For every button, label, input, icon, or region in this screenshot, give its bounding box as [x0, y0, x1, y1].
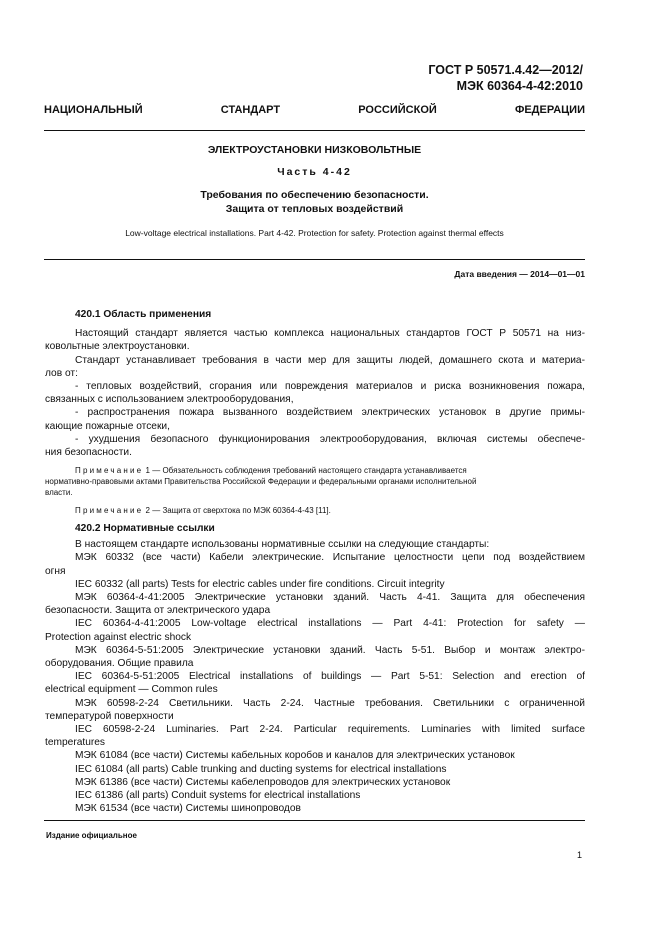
reference-line: температурой поверхности: [45, 710, 174, 722]
standard-code-line1: ГОСТ Р 50571.4.42—2012/: [428, 63, 583, 77]
subtitle-line: Требования по обеспечению безопасности.: [200, 189, 429, 201]
reference-line: temperatures: [45, 737, 106, 749]
reference-line: IEC 60598-2-24 Luminaries. Part 2-24. Particular requirements. Luminaries with limited surface: [75, 724, 585, 736]
paragraph-line: Настоящий стандарт является частью комплекса национальных стандартов ГОСТ Р 50571 на низ-: [75, 328, 585, 340]
banner-word: ФЕДЕРАЦИИ: [514, 104, 585, 116]
page-number: 1: [577, 850, 583, 860]
document-subtitle: [44, 188, 585, 216]
reference-line: МЭК 61084 (все части) Системы кабельных коробов и каналов для электрических установок: [75, 750, 515, 762]
edition-label: Издание официальное: [46, 831, 137, 840]
reference-line: МЭК 61386 (все части) Системы кабелепроводов для электрических установок: [75, 776, 451, 788]
reference-line: оборудования. Общие правила: [45, 658, 194, 670]
reference-line: огня: [45, 565, 66, 577]
section-scope: [45, 308, 585, 516]
introduction-date: Дата введения — 2014—01—01: [454, 269, 585, 279]
banner-word: СТАНДАРТ: [220, 104, 281, 116]
note-1: [75, 465, 585, 476]
paragraph-line: лов от:: [45, 367, 78, 379]
title-divider: [44, 259, 585, 260]
bullet-line: - тепловых воздействий, сгорания или повреждения материалов и риска возникновения пожара,: [75, 381, 585, 393]
paragraph-line: Стандарт устанавливает требования в части мер для защиты людей, домашнего скота и материа-: [75, 354, 585, 366]
bullet-line: связанных с использованием электрооборудования,: [45, 394, 294, 406]
reference-line: МЭК 60364-5-51:2005 Электрические установки зданий. Часть 5-51. Выбор и монтаж электро-: [75, 644, 585, 656]
subtitle-line: Защита от тепловых воздействий: [225, 203, 404, 215]
reference-line: IEC 60364-4-41:2005 Low-voltage electrical installations — Part 4-41: Protection for safety —: [75, 618, 585, 630]
national-standard-banner: [44, 104, 585, 116]
reference-line: IEC 61084 (all parts) Cable trunking and ducting systems for electrical installations: [75, 763, 447, 775]
note-text: 2 — Защита от сверхтока по МЭК 60364-4-43 [11].: [145, 506, 331, 516]
reference-line: безопасности. Защита от электрического удара: [45, 605, 271, 617]
footer-divider: [44, 820, 585, 821]
note-text: власти.: [45, 488, 73, 498]
banner-word: НАЦИОНАЛЬНЫЙ: [44, 104, 143, 116]
reference-line: IEC 61386 (all parts) Conduit systems for electrical installations: [75, 790, 361, 802]
reference-line: МЭК 60598-2-24 Светильники. Часть 2-24. Частные требования. Светильники с ограниченной: [75, 697, 585, 709]
english-title: Low-voltage electrical installations. Part 4-42. Protection for safety. Protection against thermal effects: [125, 228, 504, 238]
bullet-line: ния безопасности.: [45, 447, 132, 459]
standard-code-line2: МЭК 60364-4-42:2010: [456, 79, 583, 93]
top-divider: [44, 130, 585, 131]
note-2: [75, 505, 585, 516]
section-references: [45, 522, 585, 815]
note-label: Примечание: [75, 466, 144, 476]
bullet-line: кающие пожарные отсеки,: [45, 420, 170, 432]
reference-line: МЭК 61534 (все части) Системы шинопроводов: [75, 803, 301, 815]
document-part: Часть 4-42: [277, 166, 352, 178]
note-text: нормативно-правовыми актами Правительства Российской Федерации и федеральными органами исполнительной: [45, 477, 477, 487]
reference-line: МЭК 60364-4-41:2005 Электрические установки зданий. Часть 4-41. Защита для обеспечения: [75, 592, 585, 604]
reference-line: IEC 60332 (all parts) Tests for electric cables under fire conditions. Circuit integrity: [75, 578, 445, 590]
paragraph-line: В настоящем стандарте использованы нормативные ссылки на следующие стандарты:: [75, 539, 490, 551]
bullet-line: - распространения пожара вызванного воздействием электрических установок в другие примы-: [75, 407, 585, 419]
reference-line: Protection against electric shock: [45, 631, 192, 643]
section-heading: 420.2 Нормативные ссылки: [75, 523, 215, 534]
reference-line: electrical equipment — Common rules: [45, 684, 218, 696]
banner-word: РОССИЙСКОЙ: [358, 104, 437, 116]
reference-line: IEC 60364-5-51:2005 Electrical installations of buildings — Part 5-51: Selection and erection of: [75, 671, 585, 683]
bullet-line: - ухудшения безопасного функционирования электрооборудования, включая системы обеспече-: [75, 433, 585, 445]
document-title: ЭЛЕКТРОУСТАНОВКИ НИЗКОВОЛЬТНЫЕ: [207, 144, 422, 156]
section-heading: 420.1 Область применения: [75, 309, 212, 320]
note-label: Примечание: [75, 506, 144, 516]
reference-line: МЭК 60332 (все части) Кабели электрические. Испытание целостности цепи под воздействием: [75, 552, 585, 564]
note-text: 1 — Обязательность соблюдения требований настоящего стандарта устанавливается: [145, 466, 467, 476]
paragraph-line: ковольтные электроустановки.: [45, 341, 190, 353]
